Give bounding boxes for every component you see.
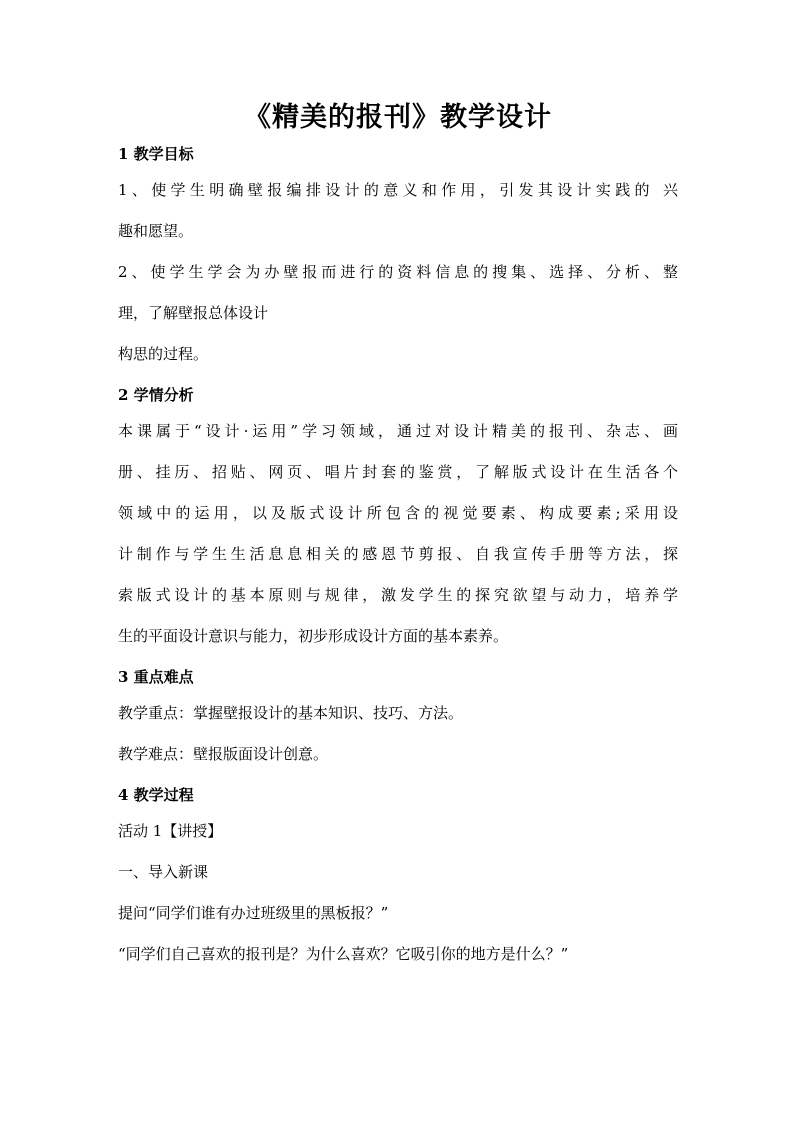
paragraph-line: 提问“同学们谁有办过班级里的黑板报？” (118, 904, 389, 922)
paragraph-line (118, 180, 678, 200)
paragraph-line: 教学难点：壁报版面设计创意。 (118, 745, 329, 763)
paragraph-line (118, 262, 678, 282)
document-title: 《精美的报刊》教学设计 (244, 102, 552, 133)
document-page (118, 96, 678, 985)
text-line: 索版式设计的基本原则与规律，激发学生的探究欲望与动力，培养学 (118, 586, 678, 604)
paragraph-line: 构思的过程。 (118, 345, 209, 363)
text-line: 本课属于“设计·运用”学习领域，通过对设计精美的报刊、杂志、画 (118, 422, 678, 440)
text-line: 1、使学生明确壁报编排设计的意义和作用，引发其设计实践的 兴 (118, 181, 678, 199)
paragraph-line: 生的平面设计意识与能力，初步形成设计方面的基本素养。 (118, 627, 509, 645)
paragraph-line: 活动 1【讲授】 (118, 822, 223, 840)
paragraph-line: 理，了解壁报总体设计 (118, 304, 269, 322)
paragraph-line: 一、导入新课 (118, 863, 209, 881)
paragraph-line (118, 421, 678, 441)
paragraph-line (118, 544, 678, 564)
paragraph-line (118, 503, 678, 523)
section-heading-objectives: 1 教学目标 (118, 145, 194, 163)
text-line: 领域中的运用，以及版式设计所包含的视觉要素、构成要素;采用设 (118, 504, 678, 522)
paragraph-line (118, 585, 678, 605)
section-heading-process: 4 教学过程 (118, 786, 194, 804)
paragraph-line: 趣和愿望。 (118, 222, 194, 240)
paragraph-line (118, 462, 678, 482)
text-line: 册、挂历、招贴、网页、唱片封套的鉴赏，了解版式设计在生活各个 (118, 463, 678, 481)
paragraph-line: “同学们自己喜欢的报刊是？为什么喜欢？它吸引你的地方是什么？” (118, 945, 569, 963)
section-heading-key-points: 3 重点难点 (118, 668, 194, 686)
section-heading-analysis: 2 学情分析 (118, 386, 194, 404)
text-line: 计制作与学生生活息息相关的感恩节剪报、自我宣传手册等方法，探 (118, 545, 678, 563)
text-line: 2、使学生学会为办壁报而进行的资料信息的搜集、选择、分析、整 (118, 263, 678, 281)
paragraph-line: 教学重点：掌握壁报设计的基本知识、技巧、方法。 (118, 704, 464, 722)
